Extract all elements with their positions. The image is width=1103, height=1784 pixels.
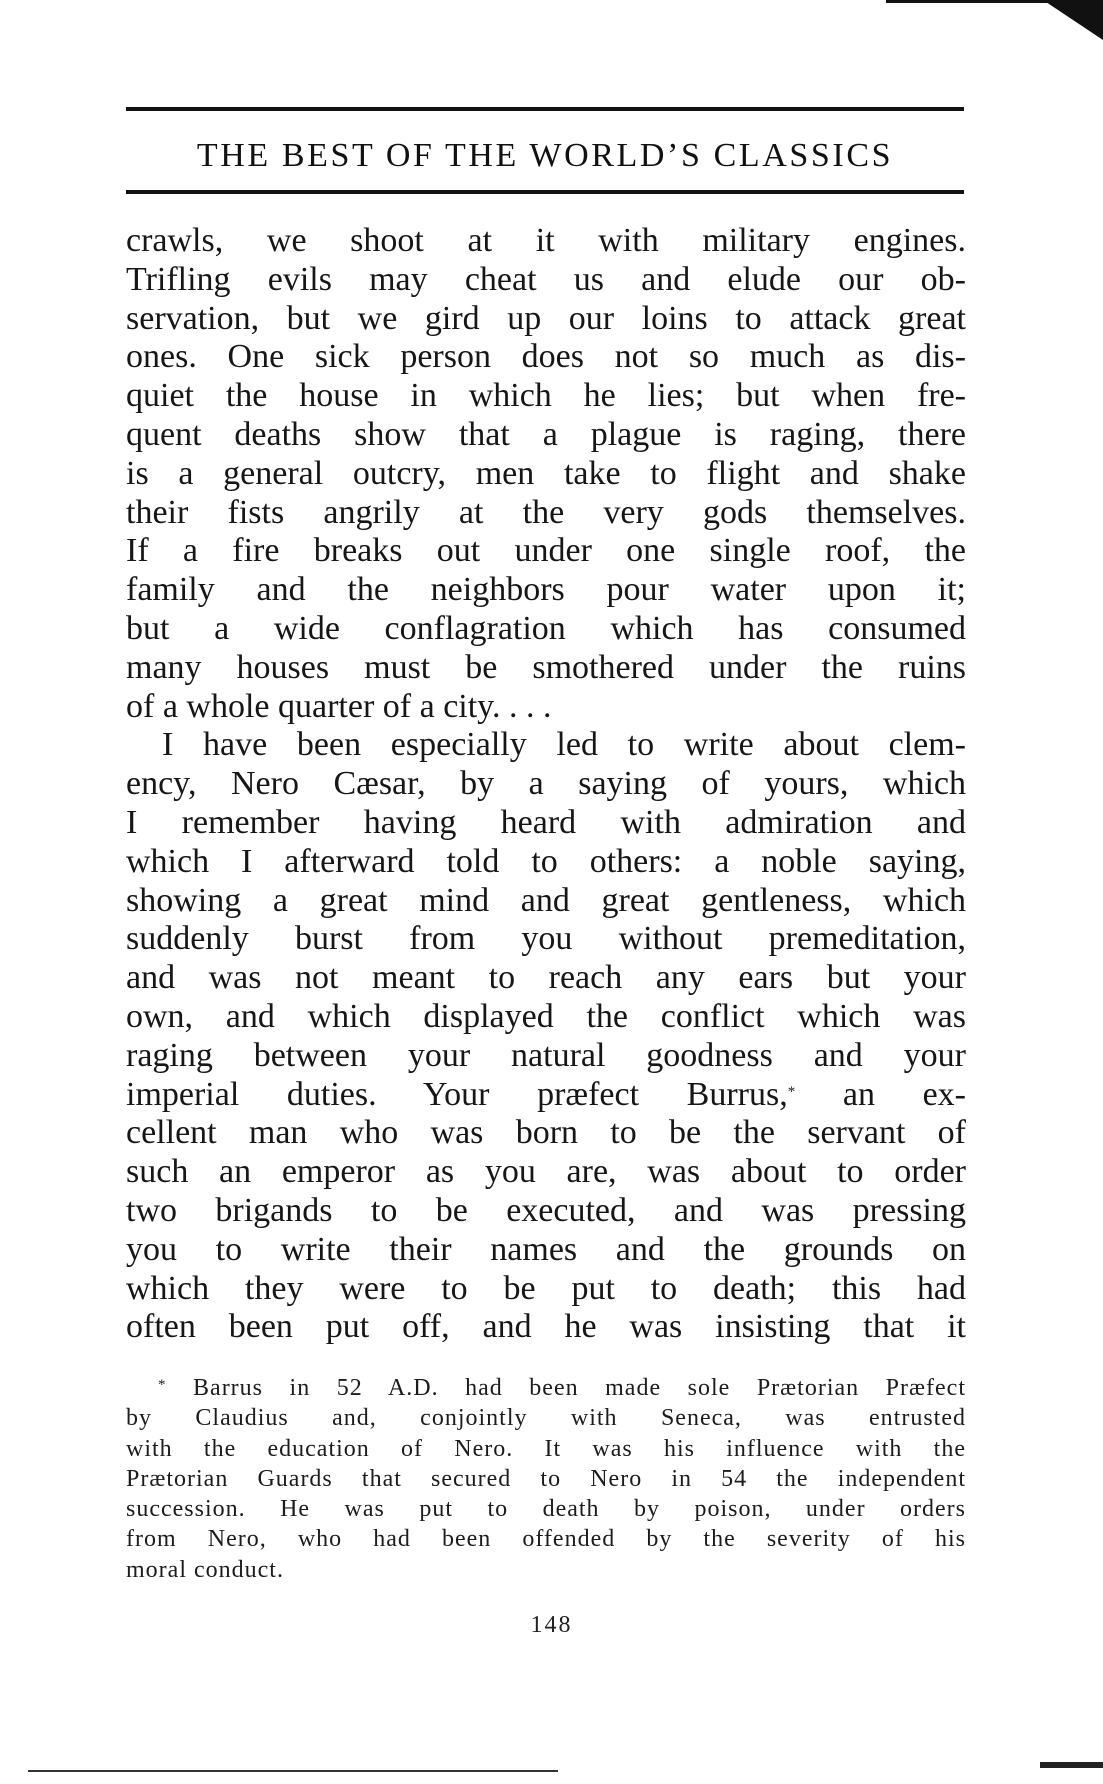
text-line: of a whole quarter of a city. . . .	[126, 687, 552, 725]
text-line: ency, Nero Cæsar, by a saying of yours, which	[126, 765, 966, 803]
footnote-line: succession. He was put to death by poison, under orders	[126, 1496, 966, 1523]
header-rule-bottom	[126, 190, 964, 194]
text-line: Trifling evils may cheat us and elude our ob-	[126, 260, 966, 298]
footnote-line: from Nero, who had been offended by the severity of his	[126, 1526, 966, 1553]
text-line: which they were to be put to death; this had	[126, 1269, 966, 1307]
text-line-start: imperial duties. Your præfect Burrus,	[126, 1075, 788, 1113]
scan-corner-wedge	[1043, 0, 1103, 40]
text-line: quiet the house in which he lies; but when fre-	[126, 377, 966, 415]
body-text	[126, 222, 966, 1347]
text-line: ones. One sick person does not so much as dis-	[126, 338, 966, 376]
header-rule-top	[126, 107, 964, 111]
text-line: I remember having heard with admiration and	[126, 803, 966, 841]
text-line: showing a great mind and great gentleness, which	[126, 881, 966, 919]
text-line: is a general outcry, men take to flight and shake	[126, 454, 966, 492]
footnote-line: moral conduct.	[126, 1556, 284, 1583]
scan-edge-mark-bottom-right	[1040, 1762, 1103, 1768]
text-line: many houses must be smothered under the ruins	[126, 648, 966, 686]
footnote-line-text: Barrus in 52 A.D. had been made sole Prætorian Præfect	[193, 1375, 966, 1401]
footnote	[126, 1373, 966, 1585]
page-number: 148	[530, 1612, 573, 1638]
text-line: If a fire breaks out under one single roof, the	[126, 532, 966, 570]
footnote-line: by Claudius and, conjointly with Seneca, was entrusted	[126, 1405, 966, 1432]
text-line: their fists angrily at the very gods themselves.	[126, 493, 966, 531]
text-line: which I afterward told to others: a noble saying,	[126, 842, 966, 880]
text-line: quent deaths show that a plague is raging, there	[126, 415, 966, 453]
footnote-reference: *	[787, 1083, 796, 1100]
text-line: you to write their names and the grounds on	[126, 1230, 966, 1268]
running-head: THE BEST OF THE WORLD’S CLASSICS	[196, 137, 894, 174]
text-line: own, and which displayed the conflict which was	[126, 997, 966, 1035]
footnote-line: with the education of Nero. It was his influence with the	[126, 1435, 966, 1462]
scan-edge-mark-bottom	[28, 1770, 558, 1772]
text-line: I have been especially led to write about clem-	[162, 726, 966, 764]
text-line: raging between your natural goodness and your	[126, 1036, 966, 1074]
text-line: cellent man who was born to be the servant of	[126, 1114, 966, 1152]
footnote-line: Prætorian Guards that secured to Nero in 54 the independent	[126, 1465, 966, 1492]
footnote-line	[126, 1373, 966, 1403]
text-line-end: an ex-	[795, 1075, 966, 1113]
text-line: family and the neighbors pour water upon it;	[126, 571, 966, 609]
text-line: often been put off, and he was insisting that it	[126, 1308, 966, 1346]
text-line: and was not meant to reach any ears but your	[126, 959, 966, 997]
text-line: crawls, we shoot at it with military engines.	[126, 222, 966, 259]
text-line: but a wide conflagration which has consumed	[126, 609, 966, 647]
footnote-marker: *	[158, 1377, 167, 1393]
text-line: two brigands to be executed, and was pressing	[126, 1191, 966, 1229]
text-line: suddenly burst from you without premeditation,	[126, 920, 966, 958]
text-line-with-footnote-ref	[126, 1076, 966, 1115]
text-line: servation, but we gird up our loins to attack great	[126, 299, 966, 337]
text-line: such an emperor as you are, was about to order	[126, 1153, 966, 1191]
